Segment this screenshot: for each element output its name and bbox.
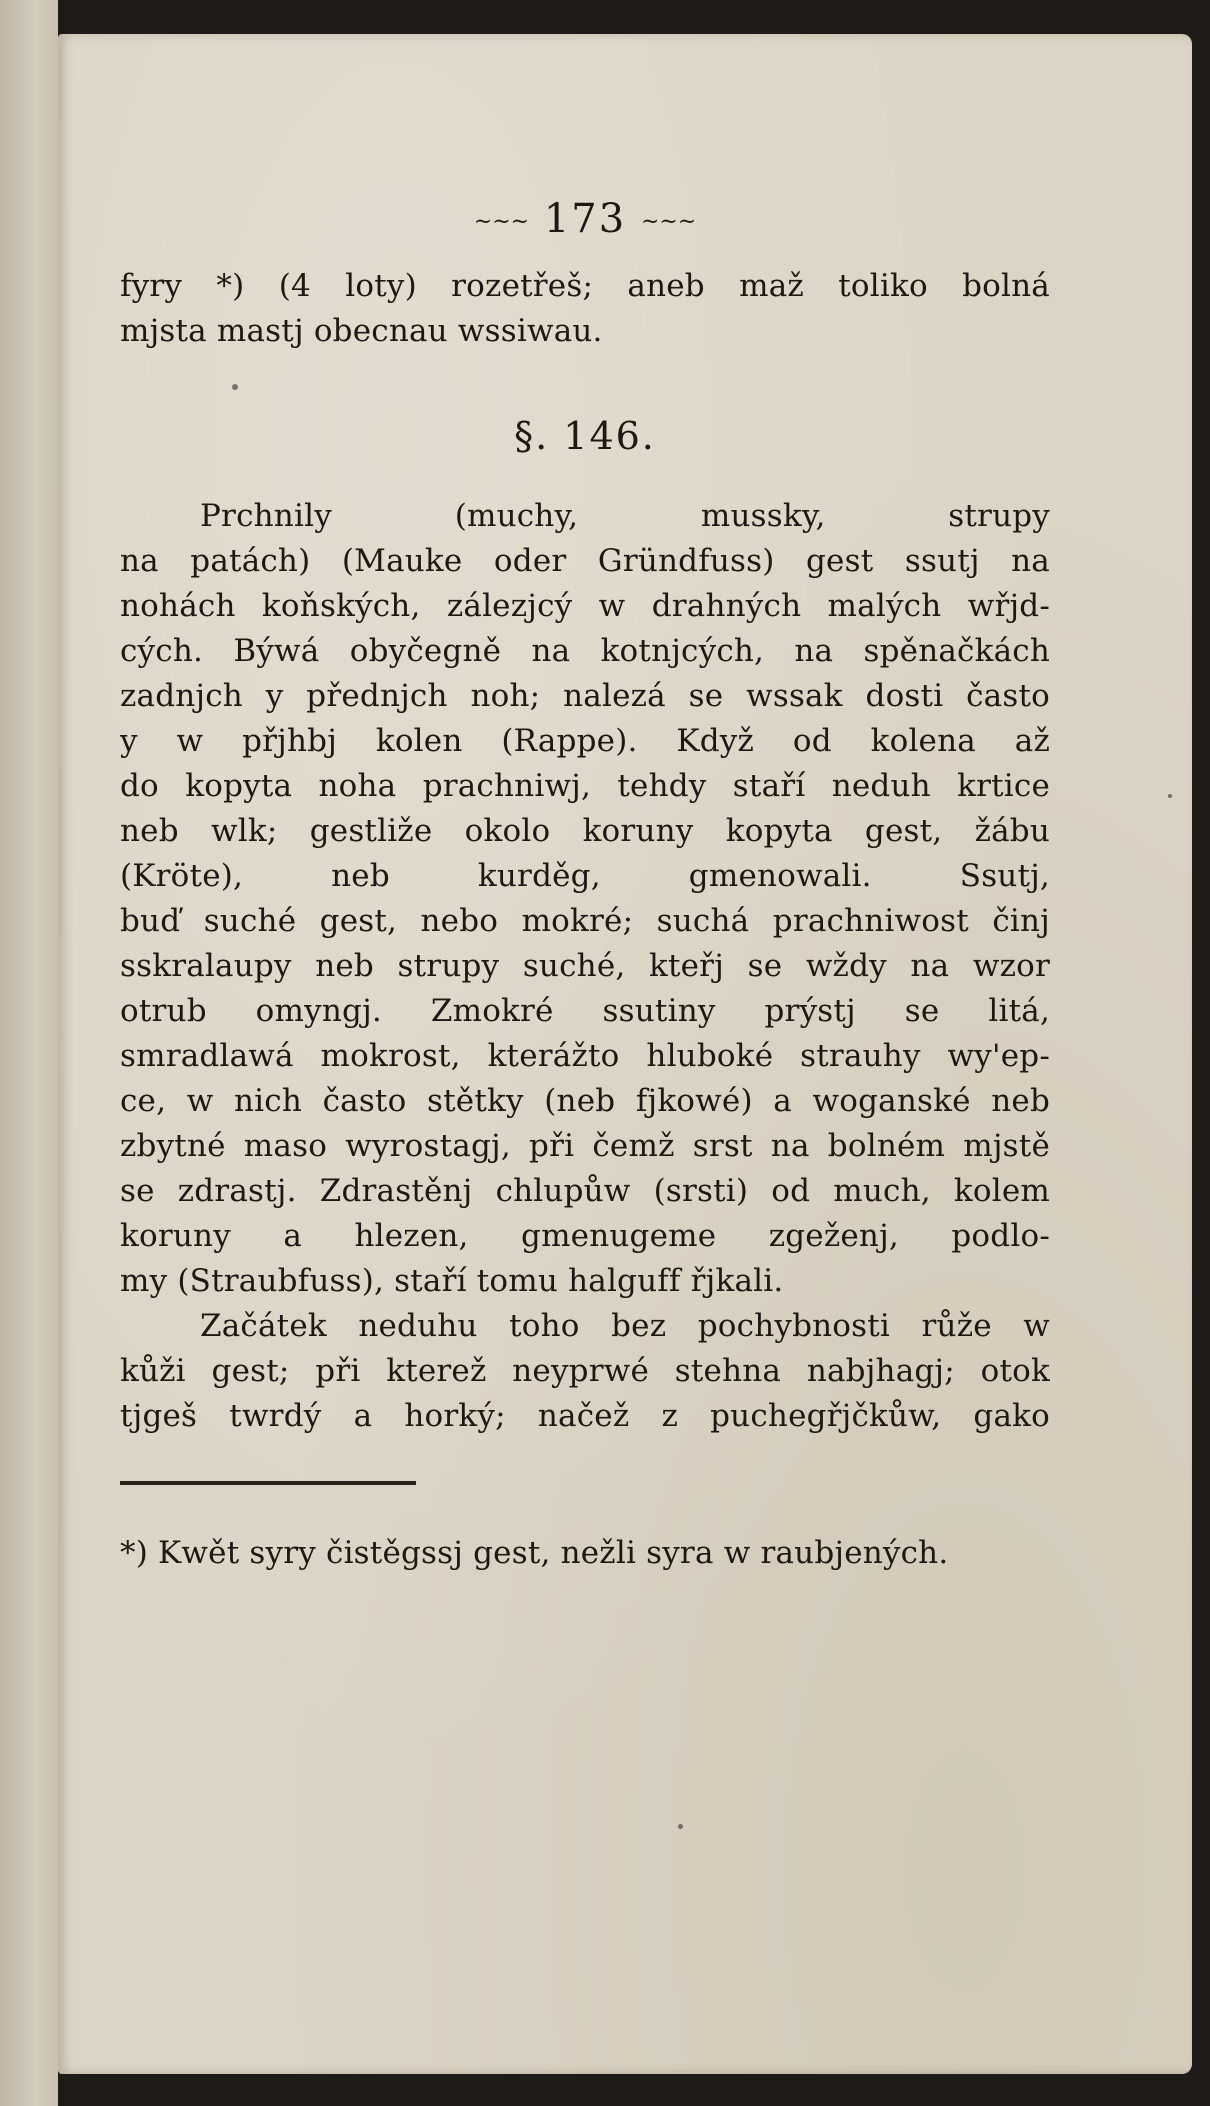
text-line: kůži gest; při kterež neyprwé stehna nabjhagj; otok <box>120 1353 1050 1389</box>
page-text <box>120 196 1050 1575</box>
text-line: zbytné maso wyrostagj, při čemž srst na bolném mjstě <box>120 1128 1050 1164</box>
text-line: sskralaupy neb strupy suché, kteřj se wždy na wzor <box>120 948 1050 984</box>
section-heading: §. 146. <box>514 414 656 458</box>
text-line: Začátek neduhu toho bez pochybnosti růže w <box>200 1308 1050 1344</box>
text-line: se zdrastj. Zdrastěnj chlupůw (srsti) od much, kolem <box>120 1173 1050 1209</box>
footnote: *) Kwět syry čistěgssj gest, nežli syra w raubjených. <box>120 1535 949 1571</box>
page-number: 173 <box>543 196 627 242</box>
text-line: zadnjch y přednjch noh; nalezá se wssak dosti často <box>120 678 1050 714</box>
running-header <box>120 196 1050 242</box>
text-line: na patách) (Mauke oder Gründfuss) gest ssutj na <box>120 543 1050 579</box>
text-line: tjgeš twrdý a horký; načež z puchegřjčkůw, gako <box>120 1398 1050 1434</box>
text-line: smradlawá mokrost, kterážto hluboké strauhy wy'ep- <box>120 1038 1050 1074</box>
text-line: Prchnily (muchy, mussky, strupy <box>200 498 1050 534</box>
text-line: neb wlk; gestliže okolo koruny kopyta gest, žábu <box>120 813 1050 849</box>
text-line: otrub omyngj. Zmokré ssutiny prýstj se litá, <box>120 993 1050 1029</box>
text-line: koruny a hlezen, gmenugeme zgeženj, podlo- <box>120 1218 1050 1254</box>
text-line: do kopyta noha prachniwj, tehdy staří neduh krtice <box>120 768 1050 804</box>
text-line: (Kröte), neb kurděg, gmenowali. Ssutj, <box>120 858 1050 894</box>
text-line: mjsta mastj obecnau wssiwau. <box>120 313 603 349</box>
text-line: cých. Býwá obyčegně na kotnjcých, na spěnačkách <box>120 633 1050 669</box>
text-line: y w přjhbj kolen (Rappe). Když od kolena až <box>120 723 1050 759</box>
text-line: nohách koňských, zálezjcý w drahných malých wřjd- <box>120 588 1050 624</box>
text-line: fyry *) (4 loty) rozetřeš; aneb maž toliko bolná <box>120 268 1050 304</box>
text-line: buď suché gest, nebo mokré; suchá prachniwost činj <box>120 903 1050 939</box>
header-ornament-left: ~~~ <box>473 209 530 235</box>
header-ornament-right: ~~~ <box>640 209 697 235</box>
footnote-rule <box>120 1481 416 1485</box>
text-line: ce, w nich často stětky (neb fjkowé) a woganské neb <box>120 1083 1050 1119</box>
text-line: my (Straubfuss), staří tomu halguff řjkali. <box>120 1263 784 1299</box>
ink-speck <box>1168 794 1172 798</box>
ink-speck <box>678 1824 683 1829</box>
book-gutter <box>0 0 58 2106</box>
